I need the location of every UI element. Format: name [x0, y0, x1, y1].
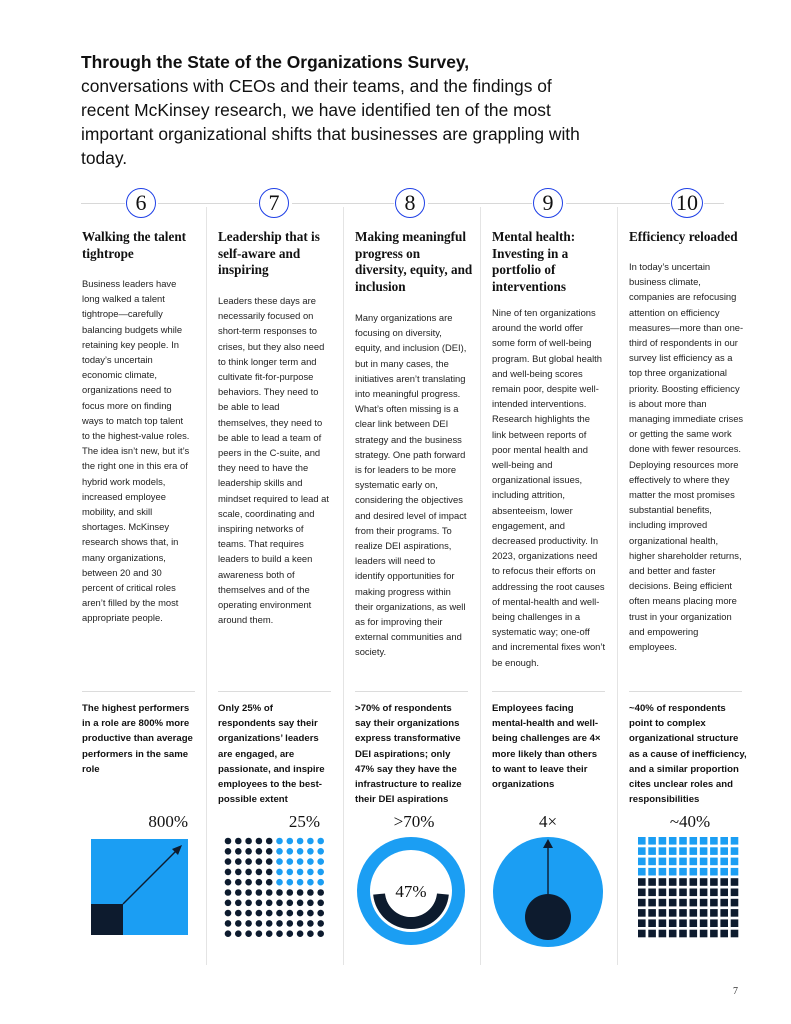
dot-engaged: [297, 869, 304, 876]
dot-engaged: [307, 869, 314, 876]
dot-engaged: [287, 879, 294, 886]
productivity-square-graphic: [91, 836, 191, 936]
square-inefficiency: [731, 837, 739, 845]
square: [669, 889, 677, 897]
square: [659, 889, 667, 897]
dot: [287, 910, 294, 917]
square: [720, 930, 728, 938]
square-inefficiency: [690, 837, 698, 845]
square-inefficiency: [731, 868, 739, 876]
square: [720, 919, 728, 927]
dot: [245, 848, 252, 855]
dot: [225, 858, 232, 865]
square-inefficiency: [669, 868, 677, 876]
dot-engaged: [307, 858, 314, 865]
dot-engaged: [287, 869, 294, 876]
dot-engaged: [297, 838, 304, 845]
dot-engaged: [307, 848, 314, 855]
square: [731, 909, 739, 917]
shift-body: Nine of ten organizations around the world offer some form of well-being program. But global health and well-being scores remain poor, despite well-intended interventions. Research highlights the link between reports of poor mental health and well-being and organizational issues, including attrition, absenteeism, lower engagement, and decreased productivity. In 2023, organizations need to refocus their efforts on addressing the root causes of mental-health and well-being challenges in a systematic way; one-off and incremental fixes won’t be enough.: [492, 307, 606, 668]
square-inefficiency: [648, 868, 656, 876]
square-inefficiency: [710, 837, 718, 845]
square: [700, 889, 708, 897]
shift-title: Walking the talent tightrope: [82, 229, 187, 261]
square-inefficiency: [679, 858, 687, 866]
dot: [225, 869, 232, 876]
column-divider: [480, 207, 481, 965]
dot: [317, 920, 324, 927]
square: [638, 909, 646, 917]
square-inefficiency: [710, 847, 718, 855]
dot-engaged: [287, 848, 294, 855]
dot: [245, 889, 252, 896]
dot: [307, 900, 314, 907]
dot: [256, 920, 263, 927]
dot-engaged: [297, 879, 304, 886]
shift-title: Making meaningful progress on diversity, equity, and inclusion: [355, 229, 473, 294]
square-inefficiency: [669, 837, 677, 845]
shift-title: Efficiency reloaded: [629, 229, 738, 244]
dot: [256, 879, 263, 886]
intro-paragraph: [81, 50, 581, 170]
square: [669, 909, 677, 917]
square: [679, 889, 687, 897]
square: [700, 930, 708, 938]
dot: [245, 879, 252, 886]
engagement-dot-grid: [223, 836, 327, 940]
square: [690, 899, 698, 907]
dot: [235, 900, 242, 907]
top-rule: [566, 203, 670, 204]
dot: [266, 879, 273, 886]
square-inefficiency: [710, 858, 718, 866]
top-rule: [81, 203, 125, 204]
square: [690, 878, 698, 886]
square: [731, 930, 739, 938]
square: [710, 899, 718, 907]
stat-figure: 4×: [538, 812, 558, 831]
dot: [276, 910, 283, 917]
dot: [225, 920, 232, 927]
square: [690, 889, 698, 897]
square: [648, 930, 656, 938]
square-inefficiency: [710, 868, 718, 876]
dot: [266, 848, 273, 855]
dot: [297, 930, 304, 937]
square: [648, 889, 656, 897]
square-inefficiency: [720, 868, 728, 876]
dot: [245, 930, 252, 937]
average-performer-square: [91, 904, 123, 935]
dot-engaged: [317, 879, 324, 886]
square-inefficiency: [731, 858, 739, 866]
dot: [235, 910, 242, 917]
square-inefficiency: [690, 858, 698, 866]
dot: [266, 858, 273, 865]
square: [638, 919, 646, 927]
stat-figure: 25%: [288, 812, 320, 831]
dot-engaged: [317, 858, 324, 865]
square-inefficiency: [720, 847, 728, 855]
stat-figure: ~40%: [669, 812, 711, 831]
square: [669, 899, 677, 907]
square: [700, 878, 708, 886]
dot: [276, 889, 283, 896]
dot-engaged: [276, 838, 283, 845]
dot: [245, 858, 252, 865]
dot-engaged: [276, 848, 283, 855]
dot: [256, 930, 263, 937]
shift-number-badge: 9: [533, 188, 563, 218]
square: [638, 889, 646, 897]
dot: [225, 848, 232, 855]
dot: [245, 869, 252, 876]
dot: [266, 920, 273, 927]
square-inefficiency: [720, 858, 728, 866]
square: [669, 919, 677, 927]
shift-stat: The highest performers in a role are 800% more productive than average performers in the same role: [82, 703, 193, 775]
dot-engaged: [297, 848, 304, 855]
column-divider: [343, 207, 344, 965]
dot: [317, 900, 324, 907]
dot: [225, 910, 232, 917]
shift-stat: >70% of respondents say their organizations express transformative DEI aspirations; only 47% say they have the infrastructure to realize their DEI aspirations: [355, 703, 462, 806]
dot-engaged: [297, 858, 304, 865]
stat-rule: [218, 691, 331, 692]
square: [720, 909, 728, 917]
square: [679, 919, 687, 927]
square: [690, 930, 698, 938]
square-inefficiency: [700, 868, 708, 876]
dot: [235, 879, 242, 886]
dot: [307, 930, 314, 937]
square-inefficiency: [638, 858, 646, 866]
square: [679, 878, 687, 886]
square: [710, 909, 718, 917]
dot-engaged: [287, 838, 294, 845]
square: [731, 919, 739, 927]
dei-donut-chart: [356, 836, 466, 946]
square: [700, 909, 708, 917]
dot-engaged: [317, 838, 324, 845]
dot: [256, 900, 263, 907]
dot: [287, 889, 294, 896]
shift-body: Many organizations are focusing on diversity, equity, and inclusion (DEI), but in many cases, the initiatives aren’t translating into meaningful progress. What’s often missing is a clear link between DEI strategy and the business strategy. One path forward is for leaders to be more systematic early on, considering the objectives and desired level of impact from their programs. To realize DEI aspirations, leaders will need to identify opportunities for making progress within their organizations, as well as for improving their external communities and society.: [355, 312, 467, 658]
stat-rule: [629, 691, 742, 692]
square-inefficiency: [679, 868, 687, 876]
dot: [317, 889, 324, 896]
dot: [307, 910, 314, 917]
square: [731, 899, 739, 907]
shift-title: Mental health: Investing in a portfolio of interventions: [492, 229, 576, 294]
dot: [297, 900, 304, 907]
square-inefficiency: [679, 837, 687, 845]
square: [659, 930, 667, 938]
dot: [235, 858, 242, 865]
dot: [287, 930, 294, 937]
dot: [225, 879, 232, 886]
square: [659, 919, 667, 927]
dot: [235, 920, 242, 927]
dot: [266, 838, 273, 845]
top-rule: [158, 203, 258, 204]
dot: [256, 910, 263, 917]
square: [679, 930, 687, 938]
square-inefficiency: [659, 837, 667, 845]
square: [720, 889, 728, 897]
square-inefficiency: [679, 847, 687, 855]
square-inefficiency: [690, 847, 698, 855]
shift-number-badge: 8: [395, 188, 425, 218]
column-divider: [206, 207, 207, 965]
dot: [266, 900, 273, 907]
dot-engaged: [276, 858, 283, 865]
square-inefficiency: [659, 858, 667, 866]
stat-figure: 800%: [148, 812, 188, 831]
square-inefficiency: [669, 858, 677, 866]
dot-engaged: [276, 879, 283, 886]
dot: [256, 869, 263, 876]
dot: [235, 930, 242, 937]
square-inefficiency: [700, 858, 708, 866]
square: [731, 889, 739, 897]
square-inefficiency: [731, 847, 739, 855]
square: [710, 878, 718, 886]
square-inefficiency: [648, 837, 656, 845]
stat-rule: [355, 691, 468, 692]
dot: [256, 858, 263, 865]
dot-engaged: [276, 869, 283, 876]
dot: [235, 889, 242, 896]
dot: [276, 930, 283, 937]
stat-figure: >70%: [393, 812, 435, 831]
top-rule: [704, 203, 724, 204]
dot: [317, 910, 324, 917]
dot: [287, 900, 294, 907]
square: [731, 878, 739, 886]
square: [720, 899, 728, 907]
dot: [256, 838, 263, 845]
square-inefficiency: [700, 837, 708, 845]
dot: [245, 910, 252, 917]
shift-body: In today’s uncertain business climate, companies are refocusing attention on efficiency measures—more than one-third of respondents in our survey list efficiency as a top three organizational priority. Boosting efficiency is about more than managing immediate crises or getting the same work done with fewer resources. Deploying resources more effectively to where they matter the most promises substantial benefits, including improved organizational health, higher shareholder returns, and better and faster decisions. Being efficient often means placing more trust in your organization and empowering employees.: [629, 261, 744, 653]
square: [679, 899, 687, 907]
dot: [266, 889, 273, 896]
square-inefficiency: [648, 858, 656, 866]
intro-bold: Through the State of the Organizations Survey,: [81, 52, 470, 72]
square: [648, 919, 656, 927]
dot: [297, 910, 304, 917]
square-inefficiency: [659, 847, 667, 855]
intro-rest: conversations with CEOs and their teams, and the findings of recent McKinsey research, we have identified ten of the most important organizational shifts that businesses are grappling with today.: [81, 76, 580, 168]
square: [638, 899, 646, 907]
inner-figure-label: 47%: [395, 882, 427, 901]
column-divider: [617, 207, 618, 965]
square: [710, 919, 718, 927]
inefficiency-square-grid: [637, 836, 741, 940]
square: [700, 899, 708, 907]
dot: [266, 930, 273, 937]
square-inefficiency: [700, 847, 708, 855]
stat-rule: [82, 691, 195, 692]
dot: [235, 838, 242, 845]
dot: [235, 869, 242, 876]
square: [690, 909, 698, 917]
dot: [245, 920, 252, 927]
square-inefficiency: [659, 868, 667, 876]
dot-engaged: [317, 869, 324, 876]
square: [659, 909, 667, 917]
square-inefficiency: [720, 837, 728, 845]
dot: [245, 900, 252, 907]
dot-engaged: [287, 858, 294, 865]
square: [638, 930, 646, 938]
baseline-circle: [525, 894, 571, 940]
dot: [266, 910, 273, 917]
shift-stat: Employees facing mental-health and well-being challenges are 4× more likely than others to want to leave their organizations: [492, 703, 601, 791]
square: [700, 919, 708, 927]
dot: [235, 848, 242, 855]
square: [710, 889, 718, 897]
shift-body: Business leaders have long walked a talent tightrope—carefully balancing budgets while retaining key people. In today’s uncertain economic climate, organizations need to focus more on finding ways to match top talent to the highest-value roles. The idea isn’t new, but it’s the right one in this era of hybrid work models, increased employee mobility, and skill shortages. McKinsey research shows that, in many organizations, between 20 and 30 percent of critical roles aren’t filled by the most appropriate people.: [82, 278, 190, 624]
shift-number-badge: 10: [671, 188, 703, 218]
shift-body: Leaders these days are necessarily focused on short-term responses to crises, but they also need to think longer term and cultivate fit-for-purpose behaviors. They need to be able to lead themselves, they need to be able to lead a team of peers in the C-suite, and they need to have the leadership skills and mindset required to lead at scale, coordinating and inspiring networks of teams. That requires leaders to build a keen awareness both of themselves and of the operating environment around them.: [218, 295, 330, 626]
square: [669, 930, 677, 938]
dot: [317, 930, 324, 937]
square-inefficiency: [648, 847, 656, 855]
dot: [287, 920, 294, 927]
square: [690, 919, 698, 927]
dot: [225, 900, 232, 907]
square: [710, 930, 718, 938]
dot: [225, 930, 232, 937]
shift-number-badge: 7: [259, 188, 289, 218]
dot: [297, 920, 304, 927]
shift-number-badge: 6: [126, 188, 156, 218]
square-inefficiency: [638, 837, 646, 845]
square: [659, 878, 667, 886]
mental-health-circle: [492, 836, 604, 948]
shift-title: Leadership that is self-aware and inspiring: [218, 229, 320, 278]
page-number: 7: [733, 986, 738, 997]
dot: [225, 838, 232, 845]
square: [638, 878, 646, 886]
dot: [266, 869, 273, 876]
shift-stat: Only 25% of respondents say their organizations’ leaders are engaged, are passionate, and inspire employees to the best-possible extent: [218, 703, 325, 806]
top-rule: [428, 203, 532, 204]
dot: [276, 900, 283, 907]
dot: [256, 848, 263, 855]
square-inefficiency: [669, 847, 677, 855]
square: [648, 899, 656, 907]
shift-stat: ~40% of respondents point to complex organizational structure as a cause of inefficiency, and a similar proportion cites unclear roles and responsibilities: [629, 703, 747, 806]
dot: [225, 889, 232, 896]
dot-engaged: [317, 848, 324, 855]
square: [648, 909, 656, 917]
dot: [307, 920, 314, 927]
square-inefficiency: [638, 868, 646, 876]
square: [669, 878, 677, 886]
dot: [307, 889, 314, 896]
dot: [245, 838, 252, 845]
square-inefficiency: [638, 847, 646, 855]
square: [648, 878, 656, 886]
square-inefficiency: [690, 868, 698, 876]
dot: [297, 889, 304, 896]
square: [679, 909, 687, 917]
top-rule: [292, 203, 394, 204]
square: [659, 899, 667, 907]
square: [720, 878, 728, 886]
dot: [276, 920, 283, 927]
dot: [256, 889, 263, 896]
dot-engaged: [307, 838, 314, 845]
stat-rule: [492, 691, 605, 692]
dot-engaged: [307, 879, 314, 886]
